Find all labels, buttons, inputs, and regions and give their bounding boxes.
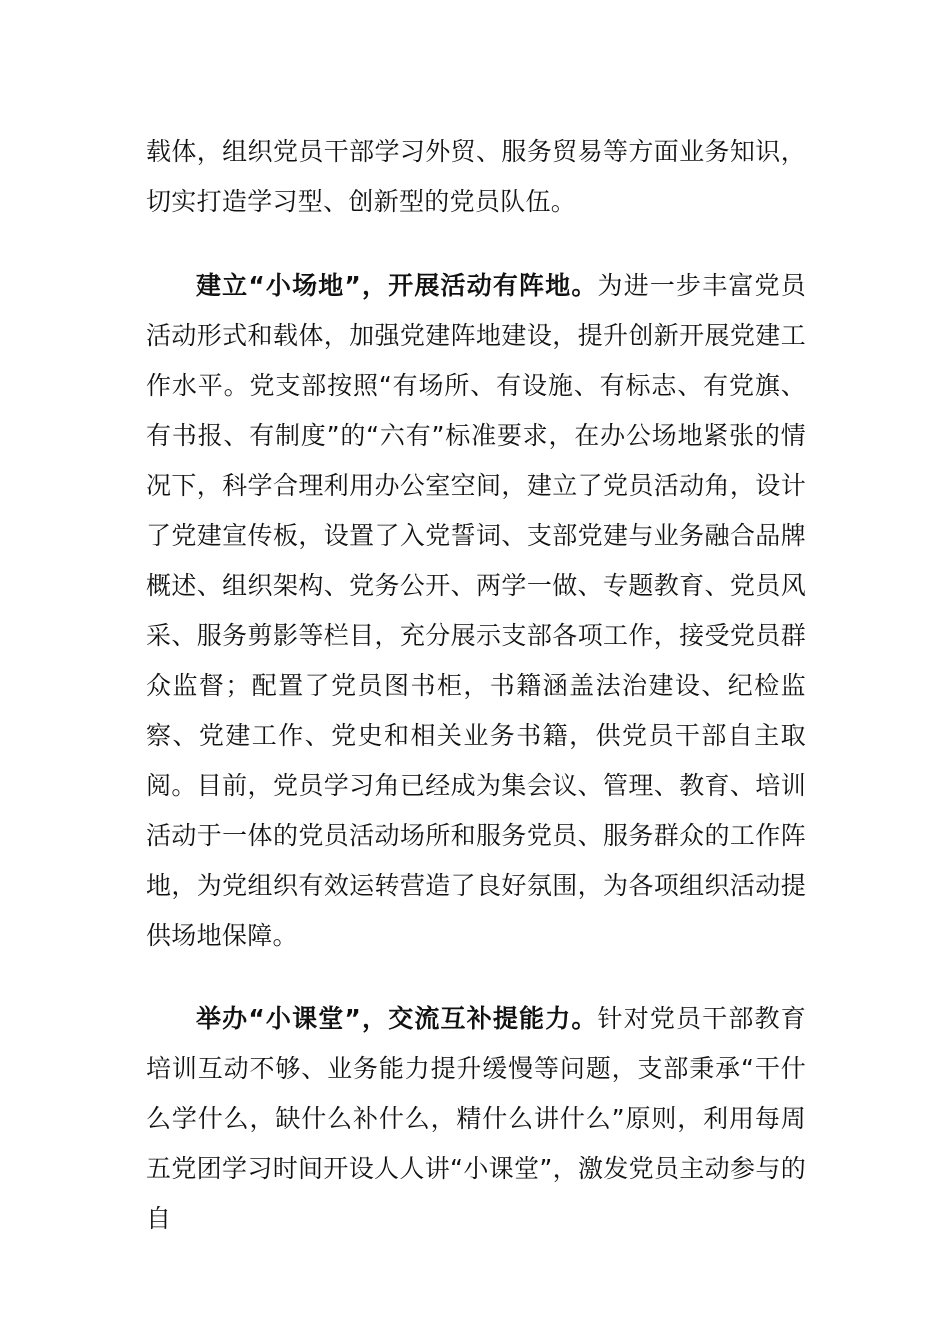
paragraph-body: 载体，组织党员干部学习外贸、服务贸易等方面业务知识，切实打造学习型、创新型的党员队伍。 — [146, 137, 806, 216]
paragraph-body: 针对党员干部教育培训互动不够、业务能力提升缓慢等问题，支部秉承“干什么学什么，缺什么补什么，精什么讲什么”原则，利用每周五党团学习时间开设人人讲“小课堂”，激发党员主动参与的自 — [146, 1004, 806, 1233]
paragraph-heading: 举办“小课堂”，交流互补提能力。 — [196, 1004, 598, 1033]
paragraph-small-venue — [146, 261, 806, 961]
paragraph-body: 为进一步丰富党员活动形式和载体，加强党建阵地建设，提升创新开展党建工作水平。党支部按照“有场所、有设施、有标志、有党旗、有书报、有制度”的“六有”标准要求，在办公场地紧张的情况下，科学合理利用办公室空间，建立了党员活动角，设计了党建宣传板，设置了入党誓词、支部党建与业务融合品牌概述、组织架构、党务公开、两学一做、专题教育、党员风采、服务剪影等栏目，充分展示支部各项工作，接受党员群众监督；配置了党员图书柜，书籍涵盖法治建设、纪检监察、党建工作、党史和相关业务书籍，供党员干部自主取阅。目前，党员学习角已经成为集会议、管理、教育、培训活动于一体的党员活动场所和服务党员、服务群众的工作阵地，为党组织有效运转营造了良好氛围，为各项组织活动提供场地保障。 — [146, 271, 806, 950]
paragraph-continuation — [146, 127, 806, 227]
paragraph-heading: 建立“小场地”，开展活动有阵地。 — [196, 271, 598, 300]
paragraph-small-classroom — [146, 994, 806, 1244]
